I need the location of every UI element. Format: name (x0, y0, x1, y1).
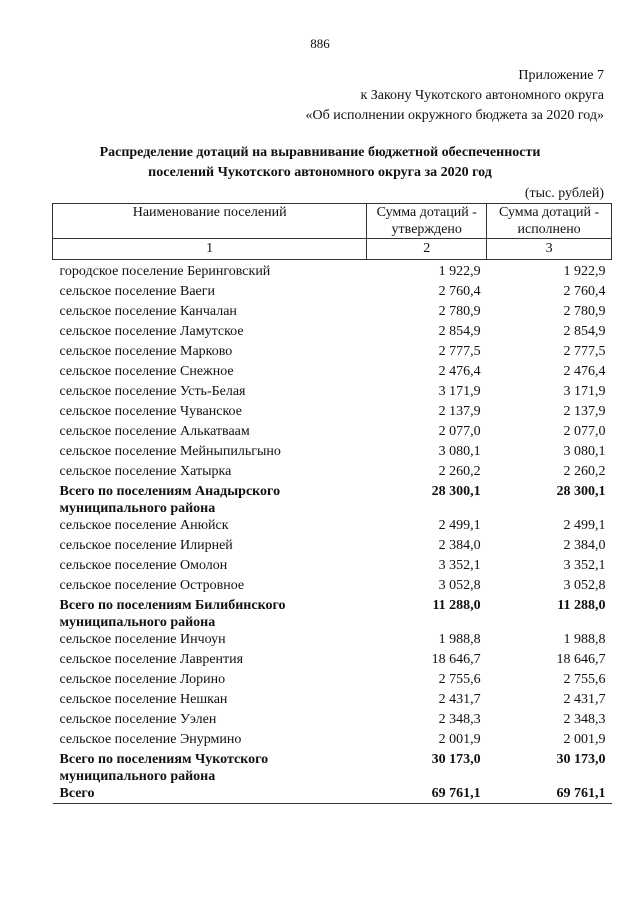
executed-amount-cell: 1 922,9 (563, 264, 606, 279)
executed-amount-cell: 3 052,8 (563, 578, 606, 593)
executed-amount-cell: 3 352,1 (563, 558, 606, 573)
approved-amount-cell: 2 348,3 (438, 712, 481, 727)
executed-amount-cell: 2 384,0 (563, 538, 606, 553)
approved-amount-cell: 18 646,7 (431, 652, 481, 667)
approved-amount-cell: 69 761,1 (367, 785, 487, 804)
table-row (53, 443, 612, 463)
table-row (53, 383, 612, 403)
settlement-name-cell: сельское поселение Чуванское (59, 404, 242, 419)
approved-amount-cell: 2 499,1 (438, 518, 481, 533)
executed-amount-cell: 2 777,5 (563, 344, 606, 359)
column-number-row (53, 239, 612, 260)
subsidies-table (52, 203, 612, 804)
settlement-name-cell: Всего по поселениям Чукотского муниципального района (59, 752, 269, 784)
appendix-line-3: «Об исполнении окружного бюджета за 2020 год» (305, 108, 604, 123)
settlement-name-cell: сельское поселение Хатырка (59, 464, 232, 479)
subtotal-row (53, 751, 612, 785)
settlement-name-cell: Всего по поселениям Анадырского муниципального района (59, 484, 281, 516)
settlement-name-cell: сельское поселение Анюйск (59, 518, 229, 533)
executed-amount-cell: 11 288,0 (557, 598, 606, 613)
executed-amount-cell: 2 137,9 (563, 404, 606, 419)
grand-total-row (53, 785, 612, 804)
executed-amount-cell: 2 348,3 (563, 712, 606, 727)
title-line-1: Распределение дотаций на выравнивание бюджетной обеспеченности (99, 145, 541, 160)
settlement-name-cell: сельское поселение Уэлен (59, 712, 217, 727)
title-line-2: поселений Чукотского автономного округа за 2020 год (148, 165, 492, 180)
approved-amount-cell: 28 300,1 (431, 484, 481, 499)
settlement-name-cell: сельское поселение Энурмино (59, 732, 242, 747)
settlement-name-cell: сельское поселение Островное (59, 578, 245, 593)
table-row (53, 517, 612, 537)
settlement-name-cell: сельское поселение Лорино (59, 672, 226, 687)
executed-amount-cell: 1 988,8 (563, 632, 606, 647)
approved-amount-cell: 2 780,9 (438, 304, 481, 319)
approved-amount-cell: 2 137,9 (438, 404, 481, 419)
settlement-name-cell: сельское поселение Алькатваам (59, 424, 250, 439)
approved-amount-cell: 2 431,7 (438, 692, 481, 707)
approved-amount-cell: 2 476,4 (438, 364, 481, 379)
settlement-name-cell: сельское поселение Ваеги (59, 284, 215, 299)
appendix-line-2: к Закону Чукотского автономного округа (360, 88, 604, 103)
appendix-note (306, 66, 604, 126)
executed-amount-cell: 2 431,7 (563, 692, 606, 707)
approved-amount-cell: 30 173,0 (431, 752, 481, 767)
executed-amount-cell: 2 260,2 (563, 464, 606, 479)
header-approved: Сумма дотаций - утверждено (367, 204, 487, 239)
settlement-name-cell: Всего (53, 785, 367, 804)
table-body (53, 260, 612, 804)
subtotal-row (53, 597, 612, 631)
column-number-1: 1 (53, 239, 367, 260)
table-row (53, 671, 612, 691)
table-row (53, 303, 612, 323)
executed-amount-cell: 2 499,1 (563, 518, 606, 533)
table-row (53, 363, 612, 383)
approved-amount-cell: 3 080,1 (438, 444, 481, 459)
executed-amount-cell: 2 854,9 (563, 324, 606, 339)
approved-amount-cell: 2 777,5 (438, 344, 481, 359)
table-row (53, 323, 612, 343)
approved-amount-cell: 3 352,1 (438, 558, 481, 573)
approved-amount-cell: 11 288,0 (432, 598, 481, 613)
approved-amount-cell: 1 988,8 (438, 632, 481, 647)
settlement-name-cell: сельское поселение Омолон (59, 558, 228, 573)
settlement-name-cell: городское поселение Беринговский (59, 264, 271, 279)
table-row (53, 631, 612, 651)
table-row (53, 711, 612, 731)
table-row (53, 260, 612, 284)
executed-amount-cell: 69 761,1 (487, 785, 612, 804)
table-header-row (53, 204, 612, 239)
approved-amount-cell: 2 755,6 (438, 672, 481, 687)
executed-amount-cell: 3 171,9 (563, 384, 606, 399)
executed-amount-cell: 2 755,6 (563, 672, 606, 687)
settlement-name-cell: сельское поселение Снежное (59, 364, 234, 379)
table-row (53, 463, 612, 483)
executed-amount-cell: 28 300,1 (556, 484, 606, 499)
settlement-name-cell: сельское поселение Канчалан (59, 304, 237, 319)
executed-amount-cell: 2 476,4 (563, 364, 606, 379)
executed-amount-cell: 3 080,1 (563, 444, 606, 459)
settlement-name-cell: сельское поселение Нешкан (59, 692, 228, 707)
document-title (0, 143, 640, 183)
table-row (53, 403, 612, 423)
approved-amount-cell: 2 384,0 (438, 538, 481, 553)
table-row (53, 577, 612, 597)
executed-amount-cell: 2 780,9 (563, 304, 606, 319)
table-row (53, 423, 612, 443)
settlement-name-cell: сельское поселение Мейныпильгыно (59, 444, 281, 459)
approved-amount-cell: 3 052,8 (438, 578, 481, 593)
header-executed: Сумма дотаций - исполнено (487, 204, 612, 239)
settlement-name-cell: сельское поселение Усть-Белая (59, 384, 246, 399)
executed-amount-cell: 18 646,7 (556, 652, 606, 667)
unit-label: (тыс. рублей) (524, 186, 604, 201)
page-number: 886 (310, 36, 330, 51)
executed-amount-cell: 2 001,9 (563, 732, 606, 747)
approved-amount-cell: 2 760,4 (438, 284, 481, 299)
table-row (53, 557, 612, 577)
executed-amount-cell: 30 173,0 (556, 752, 606, 767)
column-number-3: 3 (487, 239, 612, 260)
approved-amount-cell: 1 922,9 (438, 264, 481, 279)
table-row (53, 343, 612, 363)
table-row (53, 731, 612, 751)
column-number-2: 2 (367, 239, 487, 260)
header-settlement-name: Наименование поселений (53, 204, 367, 239)
settlement-name-cell: сельское поселение Ламутское (59, 324, 244, 339)
approved-amount-cell: 2 001,9 (438, 732, 481, 747)
settlement-name-cell: сельское поселение Инчоун (59, 632, 226, 647)
approved-amount-cell: 2 854,9 (438, 324, 481, 339)
subtotal-row (53, 483, 612, 517)
appendix-line-1: Приложение 7 (518, 68, 604, 83)
table-row (53, 283, 612, 303)
settlement-name-cell: сельское поселение Лаврентия (59, 652, 244, 667)
settlement-name-cell: Всего по поселениям Билибинского муниципального района (59, 598, 286, 630)
executed-amount-cell: 2 077,0 (563, 424, 606, 439)
settlement-name-cell: сельское поселение Марково (59, 344, 233, 359)
approved-amount-cell: 2 077,0 (438, 424, 481, 439)
table-row (53, 537, 612, 557)
table-row (53, 691, 612, 711)
approved-amount-cell: 2 260,2 (438, 464, 481, 479)
settlement-name-cell: сельское поселение Илирней (59, 538, 233, 553)
approved-amount-cell: 3 171,9 (438, 384, 481, 399)
table-row (53, 651, 612, 671)
executed-amount-cell: 2 760,4 (563, 284, 606, 299)
